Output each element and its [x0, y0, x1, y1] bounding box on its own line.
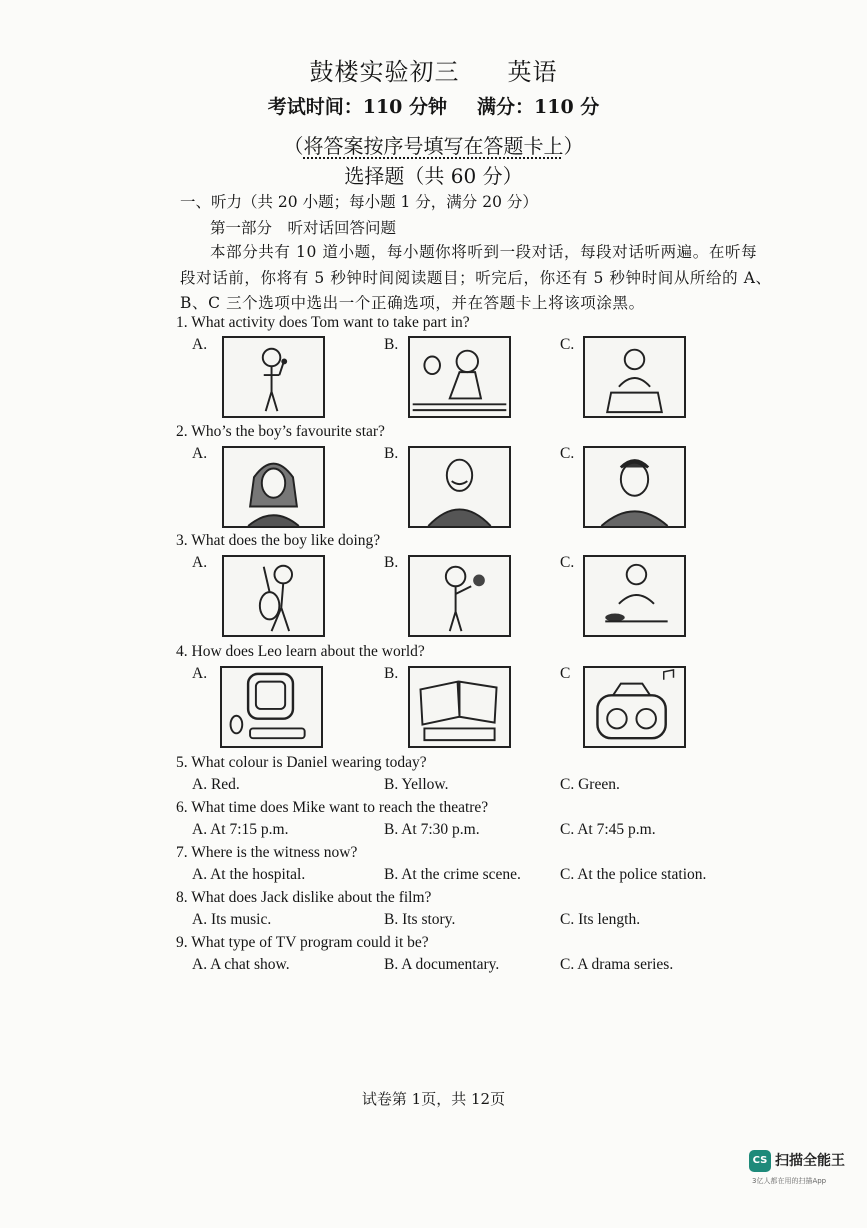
picture-smiling-man	[408, 446, 511, 528]
picture-boy-ball	[408, 555, 511, 637]
picture-books	[408, 666, 511, 748]
option-c: C. At the police station.	[560, 866, 707, 883]
choice-section-title: 选择题（共 60 分）	[344, 164, 523, 188]
picture-boy-guitar	[222, 555, 325, 637]
option-c: C. At 7:45 p.m.	[560, 821, 656, 838]
picture-boy-cooking	[583, 555, 686, 637]
option-label: B.	[384, 336, 399, 353]
answer-note	[0, 130, 867, 159]
option-b: B. At the crime scene.	[384, 866, 521, 883]
picture-radio	[583, 666, 686, 748]
page-number: 试卷第 1页，共 12页	[361, 1090, 506, 1108]
question-1: 1. What activity does Tom want to take part in?	[176, 314, 470, 331]
instruction-line: B、C 三个选项中选出一个正确选项，并在答题卡上将该项涂黑。	[180, 294, 645, 312]
option-b: B. Yellow.	[384, 776, 449, 793]
option-label: B.	[384, 665, 399, 682]
watermark-tagline: 3亿人都在用的扫描App	[752, 1177, 827, 1185]
exam-time: 考试时间：110 分钟	[267, 96, 447, 118]
question-4: 4. How does Leo learn about the world?	[176, 643, 425, 660]
picture-computer	[220, 666, 323, 748]
section-title: 一、听力（共 20 小题；每小题 1 分，满分 20 分）	[180, 193, 538, 211]
option-label: B.	[384, 554, 399, 571]
option-label: A.	[192, 554, 208, 571]
watermark-brand: 扫描全能王	[775, 1153, 845, 1169]
option-c: C. A drama series.	[560, 956, 674, 973]
subject-name: 英语	[507, 58, 558, 86]
option-b: B. Its story.	[384, 911, 456, 928]
question-6: 6. What time does Mike want to reach the theatre?	[176, 799, 489, 816]
option-label: A.	[192, 665, 208, 682]
option-label: C.	[560, 336, 575, 353]
part-title: 第一部分 听对话回答问题	[210, 219, 397, 237]
question-7: 7. Where is the witness now?	[176, 844, 358, 861]
option-label: A.	[192, 445, 208, 462]
school-name: 鼓楼实验初三	[309, 58, 460, 86]
note-text: 将答案按序号填写在答题卡上	[303, 134, 564, 158]
picture-man-short-hair	[583, 446, 686, 528]
question-9: 9. What type of TV program could it be?	[176, 934, 429, 951]
option-c: C. Its length.	[560, 911, 641, 928]
option-a: A. Red.	[192, 776, 240, 793]
option-label: C	[560, 665, 571, 682]
option-a: A. A chat show.	[192, 956, 290, 973]
picture-boy-drawing	[583, 336, 686, 418]
option-label: A.	[192, 336, 208, 353]
picture-boy-ping-pong	[408, 336, 511, 418]
option-a: A. At 7:15 p.m.	[192, 821, 289, 838]
note-close-paren: ）	[563, 134, 584, 158]
note-open-paren: （	[283, 134, 304, 158]
exam-info	[0, 92, 867, 119]
option-label: C.	[560, 554, 575, 571]
instruction-line: 本部分共有 10 道小题，每小题你将听到一段对话，每段对话听两遍。在听每	[210, 243, 758, 261]
picture-woman-headscarf	[222, 446, 325, 528]
picture-boy-singing	[222, 336, 325, 418]
full-score: 满分：110 分	[477, 96, 600, 118]
instruction-line: 段对话前，你将有 5 秒钟时间阅读题目；听完后，你还有 5 秒钟时间从所给的 A、	[180, 269, 772, 287]
question-3: 3. What does the boy like doing?	[176, 532, 381, 549]
option-a: A. At the hospital.	[192, 866, 306, 883]
question-8: 8. What does Jack dislike about the film?	[176, 889, 432, 906]
camscanner-logo-icon: CS	[749, 1150, 771, 1172]
option-label: B.	[384, 445, 399, 462]
question-5: 5. What colour is Daniel wearing today?	[176, 754, 427, 771]
option-label: C.	[560, 445, 575, 462]
option-c: C. Green.	[560, 776, 620, 793]
option-b: B. A documentary.	[384, 956, 500, 973]
exam-title	[0, 52, 867, 87]
option-b: B. At 7:30 p.m.	[384, 821, 480, 838]
question-2: 2. Who’s the boy’s favourite star?	[176, 423, 385, 440]
option-a: A. Its music.	[192, 911, 272, 928]
